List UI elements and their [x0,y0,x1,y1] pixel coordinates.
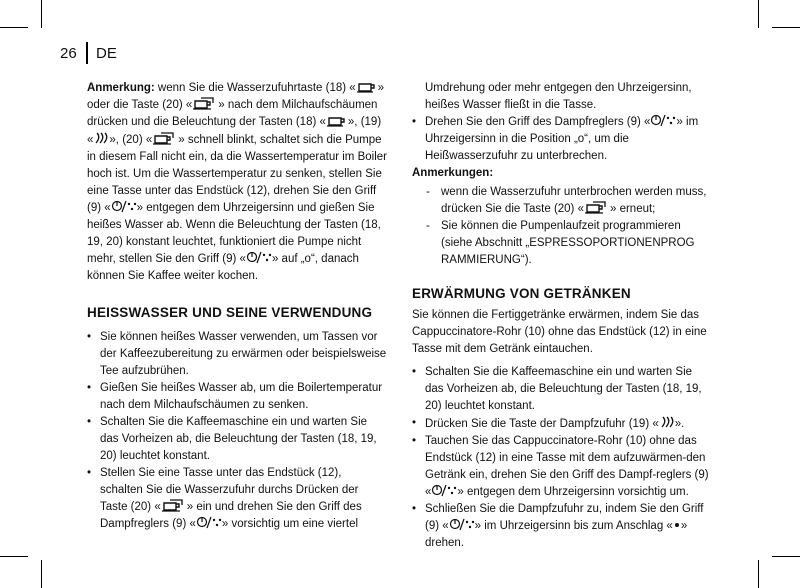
section-heading-hot-water: HEISSWASSER UND SEINE VERWENDUNG [87,305,373,320]
steam-icon [659,415,675,429]
page-number: 26 [60,45,77,62]
continuation-text: Umdrehung oder mehr entgegen den Uhrzeigersinn, heißes Wasser fließt in die Tasse. [425,82,692,111]
steam-knob-icon [246,251,272,264]
header-separator [86,42,88,64]
double-cup-icon [584,201,610,214]
language-label: DE [96,45,117,62]
double-cup-icon [192,97,218,110]
crop-mark [758,560,759,588]
notes-list [412,184,712,269]
steam-knob-icon [650,114,676,127]
crop-mark [0,27,28,28]
intro-paragraph: Sie können die Fertiggetränke erwärmen, indem Sie das Cappuccinatore-Rohr (10) ohne das Endstück (12) in eine Tasse mit dem Getränk eintauchen. [412,309,707,355]
hot-water-list [87,329,387,533]
list-item: • Tauchen Sie das Cappuccinatore-Rohr (10) ohne das Endstück (12) in eine Tasse mit dem aufzuwärmen-den Getränk ein, drehen Sie den Griff des Dampf-reglers (9) « » entgegen dem Uhrzeigersinn vorsichtig um. [412,433,712,501]
list-item: • Sie können heißes Wasser verwenden, um Tassen vor der Kaffeezubereitung zu erwärmen oder beispielsweise Tee aufzubrühen. [87,329,387,380]
crop-mark [772,27,800,28]
notes-label: Anmerkungen: [412,167,494,179]
section-heading-warming: ERWÄRMUNG VON GETRÄNKEN [412,286,631,301]
steam-icon [93,131,109,145]
note-paragraph: Anmerkung: wenn Sie die Wasserzufuhrtaste (18) « » oder die Taste (20) « » nach dem Milchaufschäumen drücken und die Beleuchtung der Tasten (18) « », (19) « », (20) « » schnell blinkt, schaltet sich die Pumpe in diesem Fall nicht ein, da die Wassertemperatur im Boiler hoch ist. Um die Wassertemperatur zu senken, stellen Sie eine Tasse unter das Endstück (12), drehen Sie den Griff (9) « » entgegen dem Uhrzeigersinn und gießen Sie heißes Wasser ab. Wenn die Beleuchtung der Tasten (18, 19, 20) konstant leuchtet, funktioniert die Pumpe nicht mehr, stellen Sie den Griff (9) « » auf „o“, danach können Sie Kaffee weiter kochen. [87,82,387,282]
crop-mark [41,560,42,588]
right-column [412,80,712,552]
stop-position-icon [673,519,681,531]
double-cup-icon [152,132,178,145]
crop-mark [772,556,800,557]
list-item: • Stellen Sie eine Tasse unter das Endstück (12), schalten Sie die Wasserzufuhr durchs Drücken der Taste (20) « » ein und drehen Sie den Griff des Dampfreglers (9) « » vorsichtig um eine viertel [87,465,387,533]
crop-mark [758,0,759,28]
list-item: • Schalten Sie die Kaffeemaschine ein und warten Sie das Vorheizen ab, die Beleuchtung der Tasten (18, 19, 20) leuchtet konstant. [87,414,387,465]
list-item: • Schalten Sie die Kaffeemaschine ein und warten Sie das Vorheizen ab, die Beleuchtung der Tasten (18, 19, 20) leuchtet konstant. [412,364,712,415]
list-item: • Drehen Sie den Griff des Dampfreglers (9) « » im Uhrzeigersinn in die Position „o“, um die Heißwasserzufuhr zu unterbrechen. [412,114,712,165]
list-item: - Sie können die Pumpenlaufzeit programmieren (siehe Abschnitt „ESPRESSOPORTIONENPROG RAMMIERUNG“). [412,218,712,269]
crop-mark [0,556,28,557]
list-item: • Drücken Sie die Taste der Dampfzufuhr (19) « ». [412,415,712,433]
steam-knob-icon [196,516,222,529]
crop-mark [41,0,42,28]
note-label: Anmerkung: [87,82,155,94]
steam-knob-icon [431,484,457,497]
double-cup-icon [161,499,187,512]
list-item: • Schließen Sie die Dampfzufuhr zu, indem Sie den Griff (9) « » im Uhrzeigersinn bis zum Anschlag « » drehen. [412,501,712,552]
list-item: - wenn die Wasserzufuhr unterbrochen werden muss, drücken Sie die Taste (20) « » erneut; [412,184,712,218]
single-cup-icon [326,115,348,127]
steam-knob-icon [449,518,475,531]
list-item: • Gießen Sie heißes Wasser ab, um die Boilertemperatur nach dem Milchaufschäumen zu senken. [87,380,387,414]
left-column [87,80,387,533]
single-cup-icon [356,81,378,93]
turn-list [412,114,712,165]
steam-knob-icon [111,200,137,213]
warming-list [412,364,712,552]
